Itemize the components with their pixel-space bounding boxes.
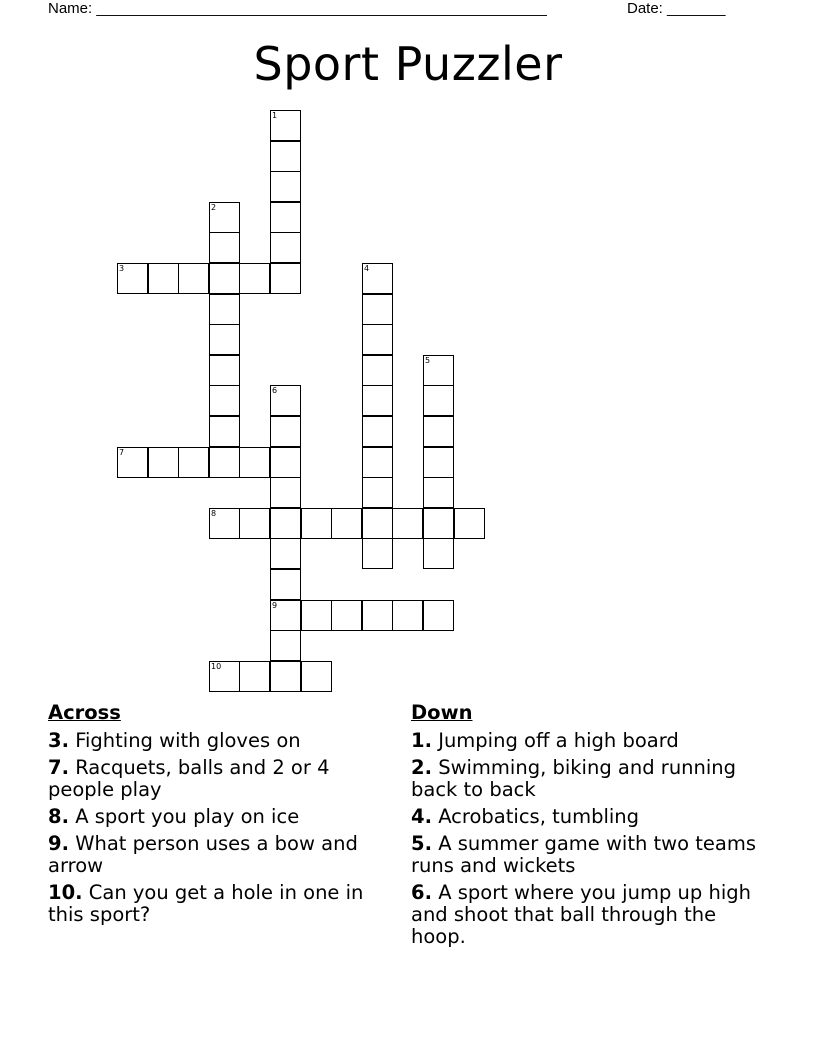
clue-text: Jumping off a high board: [438, 729, 679, 752]
grid-cell[interactable]: [423, 447, 454, 478]
clue-number: 9.: [48, 832, 69, 855]
grid-cell[interactable]: [454, 508, 485, 539]
clue-text: A sport where you jump up high and shoot that ball through the hoop.: [411, 881, 751, 948]
date-field[interactable]: Date: _______: [627, 0, 726, 17]
grid-cell[interactable]: [209, 232, 240, 263]
grid-cell[interactable]: [117, 447, 148, 478]
clue-text: A summer game with two teams runs and wickets: [411, 832, 757, 877]
clue-number: 3.: [48, 729, 69, 752]
grid-cell[interactable]: [301, 661, 332, 692]
grid-cell[interactable]: [423, 508, 454, 539]
grid-cell[interactable]: [178, 263, 209, 294]
clue-number: 5.: [411, 832, 432, 855]
grid-cell[interactable]: [362, 447, 393, 478]
clue-number-label: 8: [211, 509, 217, 518]
clue-down-5: [411, 833, 761, 877]
grid-cell[interactable]: [239, 447, 270, 478]
clue-across-8: [48, 806, 393, 828]
grid-cell[interactable]: [209, 355, 240, 386]
grid-cell[interactable]: [270, 508, 301, 539]
down-heading: Down: [411, 701, 473, 724]
clue-text: Swimming, biking and running back to back: [411, 756, 737, 801]
grid-cell[interactable]: [423, 385, 454, 416]
grid-cell[interactable]: [423, 416, 454, 447]
clue-number: 1.: [411, 729, 432, 752]
grid-cell[interactable]: [270, 600, 301, 631]
grid-cell[interactable]: [331, 508, 362, 539]
grid-cell[interactable]: [362, 508, 393, 539]
clue-number-label: 6: [272, 386, 278, 395]
grid-cell[interactable]: [301, 508, 332, 539]
grid-cell[interactable]: [362, 416, 393, 447]
grid-cell[interactable]: [209, 416, 240, 447]
grid-cell[interactable]: [239, 263, 270, 294]
grid-cell[interactable]: [362, 538, 393, 569]
grid-cell[interactable]: [178, 447, 209, 478]
grid-cell[interactable]: [270, 110, 301, 141]
clue-across-10: [48, 882, 393, 926]
grid-cell[interactable]: [270, 263, 301, 294]
clue-text: Can you get a hole in one in this sport?: [48, 881, 364, 926]
grid-cell[interactable]: [270, 232, 301, 263]
grid-cell[interactable]: [239, 661, 270, 692]
grid-cell[interactable]: [209, 324, 240, 355]
grid-cell[interactable]: [362, 355, 393, 386]
grid-cell[interactable]: [209, 508, 240, 539]
clue-number-label: 1: [272, 111, 278, 120]
grid-cell[interactable]: [392, 600, 423, 631]
grid-cell[interactable]: [148, 263, 179, 294]
clue-number: 6.: [411, 881, 432, 904]
grid-cell[interactable]: [270, 477, 301, 508]
clue-number: 2.: [411, 756, 432, 779]
grid-cell[interactable]: [270, 447, 301, 478]
clue-across-3: [48, 730, 393, 752]
grid-cell[interactable]: [362, 294, 393, 325]
grid-cell[interactable]: [423, 477, 454, 508]
clue-number-label: 9: [272, 601, 278, 610]
page-title: Sport Puzzler: [253, 37, 563, 91]
clue-text: What person uses a bow and arrow: [48, 832, 358, 877]
clue-number: 8.: [48, 805, 69, 828]
clue-number-label: 7: [119, 448, 125, 457]
grid-cell[interactable]: [270, 202, 301, 233]
clue-down-2: [411, 757, 761, 801]
grid-cell[interactable]: [362, 263, 393, 294]
grid-cell[interactable]: [270, 416, 301, 447]
clue-down-4: [411, 806, 761, 828]
grid-cell[interactable]: [209, 447, 240, 478]
grid-cell[interactable]: [301, 600, 332, 631]
grid-cell[interactable]: [117, 263, 148, 294]
clue-number-label: 2: [211, 203, 217, 212]
grid-cell[interactable]: [270, 569, 301, 600]
grid-cell[interactable]: [209, 263, 240, 294]
grid-cell[interactable]: [423, 355, 454, 386]
grid-cell[interactable]: [239, 508, 270, 539]
grid-cell[interactable]: [423, 538, 454, 569]
clue-text: Acrobatics, tumbling: [438, 805, 640, 828]
grid-cell[interactable]: [362, 385, 393, 416]
grid-cell[interactable]: [209, 202, 240, 233]
grid-cell[interactable]: [362, 324, 393, 355]
clue-number: 10.: [48, 881, 83, 904]
grid-cell[interactable]: [209, 294, 240, 325]
across-clues: [48, 702, 393, 931]
grid-cell[interactable]: [270, 171, 301, 202]
clue-number-label: 3: [119, 264, 125, 273]
grid-cell[interactable]: [362, 600, 393, 631]
grid-cell[interactable]: [331, 600, 362, 631]
across-heading: Across: [48, 701, 121, 724]
grid-cell[interactable]: [270, 538, 301, 569]
grid-cell[interactable]: [270, 661, 301, 692]
grid-cell[interactable]: [270, 630, 301, 661]
grid-cell[interactable]: [362, 477, 393, 508]
down-clues: [411, 702, 761, 953]
clue-text: Racquets, balls and 2 or 4 people play: [48, 756, 330, 801]
clue-across-7: [48, 757, 393, 801]
clue-text: A sport you play on ice: [75, 805, 300, 828]
clue-number-label: 5: [425, 356, 431, 365]
grid-cell[interactable]: [423, 600, 454, 631]
grid-cell[interactable]: [209, 661, 240, 692]
grid-cell[interactable]: [270, 141, 301, 172]
clue-down-1: [411, 730, 761, 752]
clue-number: 7.: [48, 756, 69, 779]
grid-cell[interactable]: [209, 385, 240, 416]
clue-number-label: 4: [364, 264, 370, 273]
grid-cell[interactable]: [392, 508, 423, 539]
grid-cell[interactable]: [270, 385, 301, 416]
name-field[interactable]: Name: ______________________________________________________: [48, 0, 547, 17]
clue-text: Fighting with gloves on: [75, 729, 301, 752]
clue-number: 4.: [411, 805, 432, 828]
clue-number-label: 10: [211, 662, 222, 671]
clue-across-9: [48, 833, 393, 877]
clue-down-6: [411, 882, 761, 948]
grid-cell[interactable]: [148, 447, 179, 478]
